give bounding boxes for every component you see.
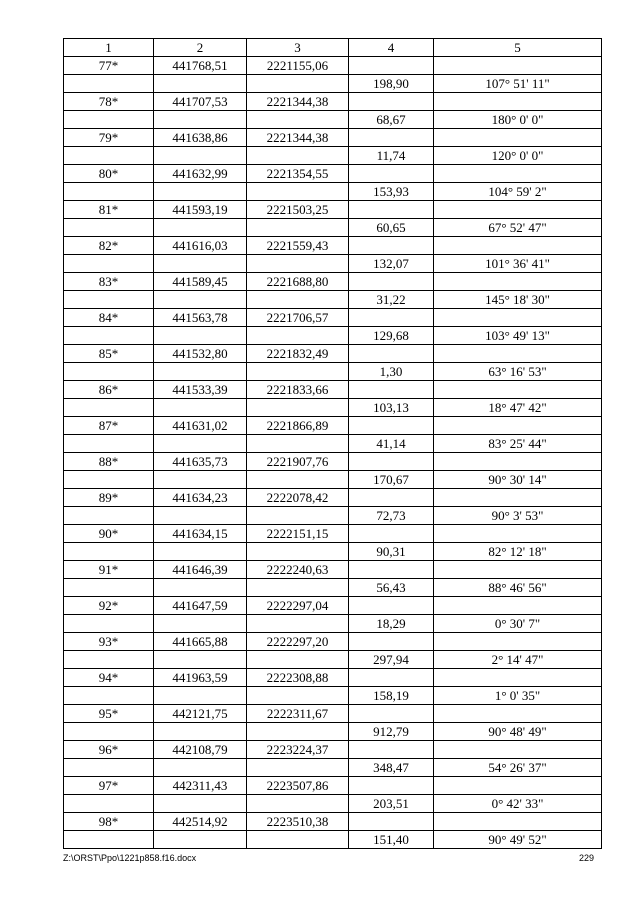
empty-cell — [64, 255, 154, 273]
point-y: 2221344,38 — [247, 93, 349, 111]
segment-row — [64, 363, 602, 381]
segment-row — [64, 111, 602, 129]
point-x: 441707,53 — [154, 93, 247, 111]
segment-angle: 103° 49' 13" — [434, 327, 602, 345]
empty-cell — [64, 615, 154, 633]
point-y: 2221706,57 — [247, 309, 349, 327]
empty-cell — [247, 651, 349, 669]
empty-cell — [349, 201, 434, 219]
empty-cell — [247, 831, 349, 849]
point-id: 96* — [64, 741, 154, 759]
empty-cell — [64, 687, 154, 705]
segment-length: 1,30 — [349, 363, 434, 381]
empty-cell — [154, 291, 247, 309]
empty-cell — [434, 597, 602, 615]
point-y: 2222151,15 — [247, 525, 349, 543]
point-id: 95* — [64, 705, 154, 723]
empty-cell — [154, 75, 247, 93]
empty-cell — [434, 237, 602, 255]
point-row — [64, 57, 602, 75]
empty-cell — [154, 507, 247, 525]
empty-cell — [247, 471, 349, 489]
point-x: 441533,39 — [154, 381, 247, 399]
segment-angle: 90° 48' 49" — [434, 723, 602, 741]
point-row — [64, 489, 602, 507]
point-id: 77* — [64, 57, 154, 75]
empty-cell — [64, 471, 154, 489]
segment-length: 90,31 — [349, 543, 434, 561]
empty-cell — [247, 543, 349, 561]
segment-length: 68,67 — [349, 111, 434, 129]
point-id: 84* — [64, 309, 154, 327]
empty-cell — [64, 795, 154, 813]
empty-cell — [434, 489, 602, 507]
empty-cell — [434, 165, 602, 183]
point-row — [64, 525, 602, 543]
segment-length: 203,51 — [349, 795, 434, 813]
coordinates-table — [63, 38, 602, 849]
footer-file-path: Z:\ORST\Ppo\1221p858.f16.docx — [63, 853, 197, 863]
point-row — [64, 345, 602, 363]
empty-cell — [434, 705, 602, 723]
point-id: 90* — [64, 525, 154, 543]
empty-cell — [154, 327, 247, 345]
point-x: 441635,73 — [154, 453, 247, 471]
point-id: 87* — [64, 417, 154, 435]
point-y: 2221354,55 — [247, 165, 349, 183]
empty-cell — [349, 525, 434, 543]
empty-cell — [154, 111, 247, 129]
point-row — [64, 561, 602, 579]
point-x: 441632,99 — [154, 165, 247, 183]
point-x: 441631,02 — [154, 417, 247, 435]
segment-angle: 145° 18' 30" — [434, 291, 602, 309]
segment-angle: 101° 36' 41" — [434, 255, 602, 273]
empty-cell — [349, 273, 434, 291]
point-x: 441963,59 — [154, 669, 247, 687]
segment-row — [64, 651, 602, 669]
point-id: 86* — [64, 381, 154, 399]
empty-cell — [349, 741, 434, 759]
segment-row — [64, 759, 602, 777]
point-y: 2223510,38 — [247, 813, 349, 831]
segment-length: 198,90 — [349, 75, 434, 93]
empty-cell — [434, 525, 602, 543]
point-x: 441665,88 — [154, 633, 247, 651]
point-row — [64, 705, 602, 723]
segment-row — [64, 615, 602, 633]
empty-cell — [154, 543, 247, 561]
segment-length: 170,67 — [349, 471, 434, 489]
point-x: 441563,78 — [154, 309, 247, 327]
empty-cell — [154, 363, 247, 381]
empty-cell — [434, 93, 602, 111]
empty-cell — [349, 669, 434, 687]
point-id: 85* — [64, 345, 154, 363]
empty-cell — [64, 507, 154, 525]
empty-cell — [349, 453, 434, 471]
point-id: 92* — [64, 597, 154, 615]
empty-cell — [434, 777, 602, 795]
empty-cell — [349, 345, 434, 363]
empty-cell — [247, 363, 349, 381]
point-y: 2223507,86 — [247, 777, 349, 795]
empty-cell — [434, 669, 602, 687]
point-id: 88* — [64, 453, 154, 471]
segment-row — [64, 723, 602, 741]
point-y: 2221344,38 — [247, 129, 349, 147]
segment-length: 18,29 — [349, 615, 434, 633]
empty-cell — [154, 759, 247, 777]
point-y: 2221503,25 — [247, 201, 349, 219]
empty-cell — [247, 399, 349, 417]
empty-cell — [349, 57, 434, 75]
segment-row — [64, 219, 602, 237]
point-row — [64, 669, 602, 687]
point-y: 2221866,89 — [247, 417, 349, 435]
empty-cell — [154, 399, 247, 417]
empty-cell — [349, 417, 434, 435]
point-x: 441593,19 — [154, 201, 247, 219]
point-x: 441634,15 — [154, 525, 247, 543]
point-id: 78* — [64, 93, 154, 111]
empty-cell — [64, 831, 154, 849]
point-row — [64, 633, 602, 651]
empty-cell — [154, 831, 247, 849]
point-y: 2222308,88 — [247, 669, 349, 687]
empty-cell — [349, 813, 434, 831]
empty-cell — [154, 651, 247, 669]
empty-cell — [247, 219, 349, 237]
empty-cell — [349, 561, 434, 579]
point-id: 80* — [64, 165, 154, 183]
point-x: 441616,03 — [154, 237, 247, 255]
point-row — [64, 741, 602, 759]
point-y: 2222240,63 — [247, 561, 349, 579]
empty-cell — [349, 597, 434, 615]
empty-cell — [434, 813, 602, 831]
point-row — [64, 237, 602, 255]
empty-cell — [154, 723, 247, 741]
point-x: 442108,79 — [154, 741, 247, 759]
segment-angle: 83° 25' 44" — [434, 435, 602, 453]
empty-cell — [434, 129, 602, 147]
point-x: 441638,86 — [154, 129, 247, 147]
segment-row — [64, 255, 602, 273]
point-y: 2222311,67 — [247, 705, 349, 723]
point-y: 2221559,43 — [247, 237, 349, 255]
segment-row — [64, 543, 602, 561]
empty-cell — [247, 687, 349, 705]
empty-cell — [247, 327, 349, 345]
header-col-1: 1 — [64, 39, 154, 57]
empty-cell — [434, 273, 602, 291]
empty-cell — [247, 723, 349, 741]
empty-cell — [154, 795, 247, 813]
segment-row — [64, 183, 602, 201]
empty-cell — [247, 579, 349, 597]
point-row — [64, 93, 602, 111]
segment-row — [64, 435, 602, 453]
point-row — [64, 165, 602, 183]
segment-angle: 82° 12' 18" — [434, 543, 602, 561]
segment-length: 31,22 — [349, 291, 434, 309]
segment-row — [64, 399, 602, 417]
segment-angle: 180° 0' 0" — [434, 111, 602, 129]
empty-cell — [64, 543, 154, 561]
point-row — [64, 129, 602, 147]
empty-cell — [434, 345, 602, 363]
empty-cell — [154, 579, 247, 597]
empty-cell — [349, 381, 434, 399]
footer-page-number: 229 — [578, 853, 594, 863]
empty-cell — [64, 327, 154, 345]
empty-cell — [434, 741, 602, 759]
empty-cell — [247, 183, 349, 201]
empty-cell — [247, 759, 349, 777]
segment-angle: 63° 16' 53" — [434, 363, 602, 381]
segment-length: 103,13 — [349, 399, 434, 417]
empty-cell — [434, 57, 602, 75]
empty-cell — [154, 219, 247, 237]
point-x: 441532,80 — [154, 345, 247, 363]
segment-angle: 67° 52' 47" — [434, 219, 602, 237]
empty-cell — [154, 615, 247, 633]
header-col-5: 5 — [434, 39, 602, 57]
segment-length: 297,94 — [349, 651, 434, 669]
point-id: 94* — [64, 669, 154, 687]
segment-row — [64, 327, 602, 345]
point-x: 442311,43 — [154, 777, 247, 795]
empty-cell — [434, 417, 602, 435]
point-row — [64, 417, 602, 435]
empty-cell — [154, 471, 247, 489]
segment-length: 151,40 — [349, 831, 434, 849]
segment-angle: 1° 0' 35" — [434, 687, 602, 705]
segment-row — [64, 831, 602, 849]
segment-angle: 0° 42' 33" — [434, 795, 602, 813]
segment-length: 158,19 — [349, 687, 434, 705]
table-body — [64, 57, 602, 849]
point-y: 2223224,37 — [247, 741, 349, 759]
point-y: 2221155,06 — [247, 57, 349, 75]
empty-cell — [64, 435, 154, 453]
segment-length: 72,73 — [349, 507, 434, 525]
empty-cell — [64, 399, 154, 417]
segment-angle: 90° 30' 14" — [434, 471, 602, 489]
point-id: 93* — [64, 633, 154, 651]
segment-length: 41,14 — [349, 435, 434, 453]
empty-cell — [154, 687, 247, 705]
empty-cell — [247, 615, 349, 633]
point-y: 2222297,20 — [247, 633, 349, 651]
empty-cell — [247, 255, 349, 273]
segment-row — [64, 471, 602, 489]
point-x: 441634,23 — [154, 489, 247, 507]
empty-cell — [247, 111, 349, 129]
point-x: 442121,75 — [154, 705, 247, 723]
segment-length: 60,65 — [349, 219, 434, 237]
point-row — [64, 813, 602, 831]
empty-cell — [154, 255, 247, 273]
empty-cell — [434, 381, 602, 399]
empty-cell — [349, 777, 434, 795]
empty-cell — [247, 291, 349, 309]
point-x: 441768,51 — [154, 57, 247, 75]
empty-cell — [64, 219, 154, 237]
segment-angle: 18° 47' 42" — [434, 399, 602, 417]
header-col-3: 3 — [247, 39, 349, 57]
empty-cell — [349, 309, 434, 327]
empty-cell — [154, 435, 247, 453]
segment-length: 348,47 — [349, 759, 434, 777]
empty-cell — [154, 147, 247, 165]
empty-cell — [349, 633, 434, 651]
segment-angle: 54° 26' 37" — [434, 759, 602, 777]
point-id: 89* — [64, 489, 154, 507]
point-id: 81* — [64, 201, 154, 219]
point-row — [64, 201, 602, 219]
segment-row — [64, 507, 602, 525]
empty-cell — [349, 165, 434, 183]
empty-cell — [247, 795, 349, 813]
point-row — [64, 309, 602, 327]
empty-cell — [349, 129, 434, 147]
empty-cell — [247, 435, 349, 453]
empty-cell — [434, 309, 602, 327]
empty-cell — [434, 453, 602, 471]
point-y: 2222078,42 — [247, 489, 349, 507]
empty-cell — [349, 93, 434, 111]
empty-cell — [64, 183, 154, 201]
header-col-2: 2 — [154, 39, 247, 57]
segment-angle: 0° 30' 7" — [434, 615, 602, 633]
empty-cell — [434, 561, 602, 579]
segment-angle: 104° 59' 2" — [434, 183, 602, 201]
segment-angle: 90° 49' 52" — [434, 831, 602, 849]
segment-length: 132,07 — [349, 255, 434, 273]
segment-angle: 2° 14' 47" — [434, 651, 602, 669]
segment-row — [64, 291, 602, 309]
point-row — [64, 453, 602, 471]
segment-angle: 107° 51' 11" — [434, 75, 602, 93]
point-x: 442514,92 — [154, 813, 247, 831]
segment-length: 153,93 — [349, 183, 434, 201]
empty-cell — [434, 633, 602, 651]
empty-cell — [64, 579, 154, 597]
point-x: 441589,45 — [154, 273, 247, 291]
empty-cell — [64, 111, 154, 129]
empty-cell — [247, 507, 349, 525]
empty-cell — [64, 363, 154, 381]
point-y: 2221832,49 — [247, 345, 349, 363]
empty-cell — [64, 75, 154, 93]
table-header-row — [64, 39, 602, 57]
point-x: 441647,59 — [154, 597, 247, 615]
point-y: 2221833,66 — [247, 381, 349, 399]
empty-cell — [247, 75, 349, 93]
segment-angle: 90° 3' 53" — [434, 507, 602, 525]
segment-length: 912,79 — [349, 723, 434, 741]
empty-cell — [349, 489, 434, 507]
point-id: 83* — [64, 273, 154, 291]
empty-cell — [154, 183, 247, 201]
point-id: 91* — [64, 561, 154, 579]
empty-cell — [64, 723, 154, 741]
segment-row — [64, 579, 602, 597]
point-id: 98* — [64, 813, 154, 831]
point-id: 82* — [64, 237, 154, 255]
point-id: 97* — [64, 777, 154, 795]
point-x: 441646,39 — [154, 561, 247, 579]
segment-row — [64, 687, 602, 705]
empty-cell — [64, 147, 154, 165]
point-row — [64, 273, 602, 291]
empty-cell — [349, 237, 434, 255]
segment-row — [64, 795, 602, 813]
point-row — [64, 597, 602, 615]
segment-length: 56,43 — [349, 579, 434, 597]
point-row — [64, 777, 602, 795]
header-col-4: 4 — [349, 39, 434, 57]
segment-length: 129,68 — [349, 327, 434, 345]
segment-angle: 120° 0' 0" — [434, 147, 602, 165]
empty-cell — [247, 147, 349, 165]
segment-row — [64, 75, 602, 93]
segment-row — [64, 147, 602, 165]
empty-cell — [64, 291, 154, 309]
point-row — [64, 381, 602, 399]
empty-cell — [64, 651, 154, 669]
segment-length: 11,74 — [349, 147, 434, 165]
point-y: 2221688,80 — [247, 273, 349, 291]
point-id: 79* — [64, 129, 154, 147]
segment-angle: 88° 46' 56" — [434, 579, 602, 597]
empty-cell — [434, 201, 602, 219]
point-y: 2222297,04 — [247, 597, 349, 615]
point-y: 2221907,76 — [247, 453, 349, 471]
empty-cell — [349, 705, 434, 723]
empty-cell — [64, 759, 154, 777]
